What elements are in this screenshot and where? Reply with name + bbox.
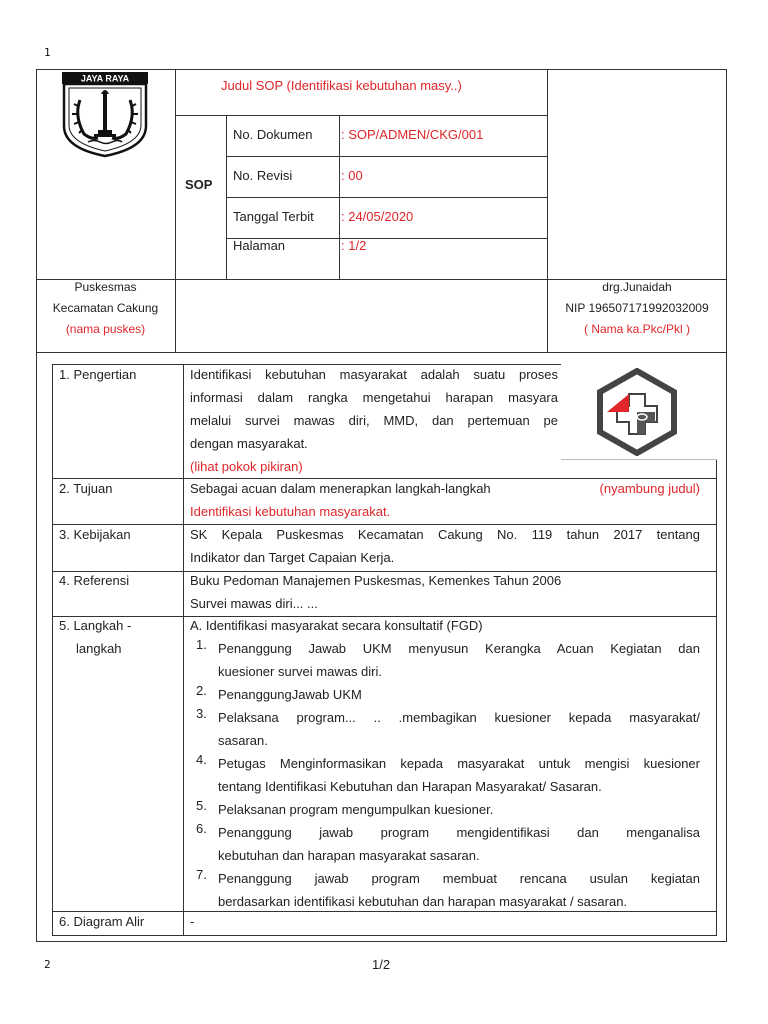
puskesmas-logo-area xyxy=(561,364,717,460)
field-value-tanggal-terbit: : 24/05/2020 xyxy=(341,209,414,224)
logo-text: JAYA RAYA xyxy=(80,73,130,84)
bottom-page-number: 2 xyxy=(44,958,51,971)
top-page-number: 1 xyxy=(44,46,51,59)
label-tujuan: 2. Tujuan xyxy=(59,481,113,496)
page-indicator: 1/2 xyxy=(372,957,391,972)
org-placeholder: (nama puskes) xyxy=(65,322,146,336)
sop-title: Judul SOP (Identifikasi kebutuhan masy..) xyxy=(221,78,462,93)
head-name: drg.Junaidah xyxy=(602,280,672,294)
label-diagram-alir: 6. Diagram Alir xyxy=(59,914,145,929)
field-label-tanggal-terbit: Tanggal Terbit xyxy=(233,209,314,224)
head-placeholder: ( Nama ka.Pkc/Pkl ) xyxy=(583,322,691,336)
jaya-raya-logo xyxy=(60,72,150,161)
langkah-heading: A. Identifikasi masyarakat secara konsultatif (FGD) xyxy=(190,618,483,633)
step-item: 3. Pelaksana program... .. .membagikan kuesioner kepada masyarakat/ sasaran. xyxy=(196,706,700,748)
pengertian-note: (lihat pokok pikiran) xyxy=(190,459,303,474)
field-value-halaman: : 1/2 xyxy=(341,238,367,253)
field-label-no-dokumen: No. Dokumen xyxy=(233,127,313,142)
field-label-no-revisi: No. Revisi xyxy=(233,168,293,183)
referensi-text: Buku Pedoman Manajemen Puskesmas, Kemenkes Tahun 2006 Survei mawas diri... ... xyxy=(190,573,562,611)
kebijakan-text: SK Kepala Puskesmas Kecamatan Cakung No. 119 tahun 2017 tentang Indikator dan Target Capaian Kerja. xyxy=(190,527,700,565)
label-kebijakan: 3. Kebijakan xyxy=(59,527,131,542)
field-label-halaman: Halaman xyxy=(233,238,286,253)
sop-label: SOP xyxy=(185,177,213,192)
field-value-no-revisi: : 00 xyxy=(341,168,363,183)
langkah-content xyxy=(190,614,700,913)
step-item: 6. Penanggung jawab program mengidentifikasi dan menganalisa kebutuhan dan harapan masyarakat sasaran. xyxy=(196,821,700,863)
tujuan-text: Sebagai acuan dalam menerapkan langkah-langkah (nyambung judul) Identifikasi kebutuhan masyarakat. xyxy=(190,481,700,519)
step-item: 7. Penanggung jawab program membuat rencana usulan kegiatan berdasarkan identifikasi kebutuhan dan harapan masyarakat / sasaran. xyxy=(196,867,700,909)
puskesmas-logo xyxy=(593,368,681,456)
diagram-alir-value: - xyxy=(190,914,195,929)
head-nip: NIP 196507171992032009 xyxy=(565,301,709,315)
label-langkah-2: langkah xyxy=(76,641,122,656)
step-item: 5. Pelaksanan program mengumpulkan kuesioner. xyxy=(196,798,494,817)
pengertian-text: Identifikasi kebutuhan masyarakat adalah suatu proses informasi dalam rangka mengetahui harapan masyara melalui survei mawas diri, MMD, dan pertemuan pe dengan masyarakat. (lihat pokok pikiran) xyxy=(190,363,558,478)
org-name-line2: Kecamatan Cakung xyxy=(52,301,159,315)
step-item: 1. Penanggung Jawab UKM menyusun Kerangka Acuan Kegiatan dan kuesioner survei mawas diri. xyxy=(196,637,700,679)
field-value-no-dokumen: : SOP/ADMEN/CKG/001 xyxy=(341,127,484,142)
org-name-line1: Puskesmas xyxy=(74,280,137,294)
label-pengertian: 1. Pengertian xyxy=(59,367,137,382)
label-referensi: 4. Referensi xyxy=(59,573,130,588)
label-langkah-1: 5. Langkah - xyxy=(59,618,132,633)
step-item: 4. Petugas Menginformasikan kepada masyarakat untuk mengisi kuesioner tentang Identifikasi Kebutuhan dan Harapan Masyarakat/ Sasaran. xyxy=(196,752,700,794)
step-item: 2. PenanggungJawab UKM xyxy=(196,683,362,702)
